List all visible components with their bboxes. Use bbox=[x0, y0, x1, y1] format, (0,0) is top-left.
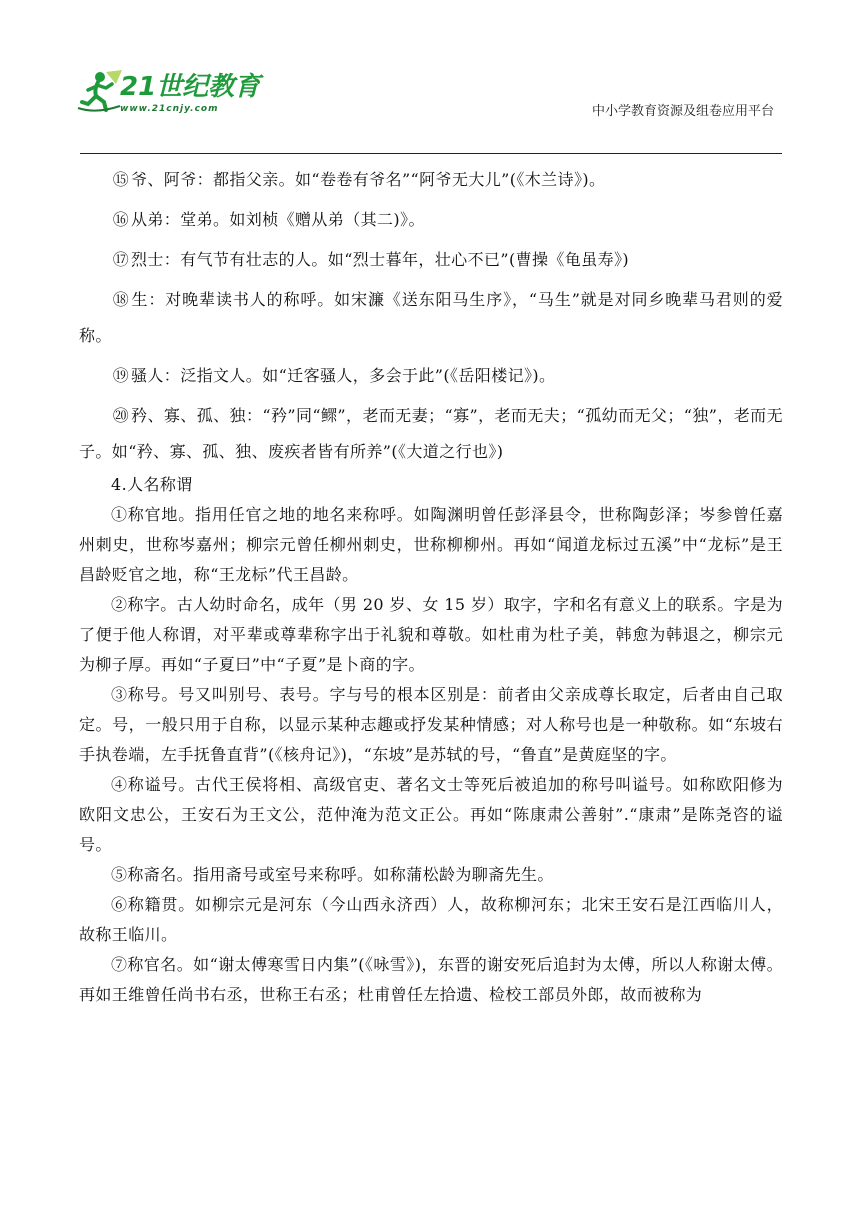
paragraph-text: ③称号。号又叫别号、表号。字与号的根本区别是：前者由父亲成尊长取定，后者由自己取定。号，一般只用于自称，以显示某种志趣或抒发某种情感；对人称号也是一种敬称。如“东坡右手执卷端，左手抚鲁直背”(《核舟记》)，“东坡”是苏轼的号，“鲁直”是黄庭坚的字。 bbox=[79, 685, 783, 764]
paragraph-text: ⑦称官名。如“谢太傅寒雪日内集”(《咏雪》)，东晋的谢安死后追封为太傅，所以人称谢太傅。再如王维曾任尚书右丞，世称王右丞；杜甫曾任左拾遗、检校工部员外郎，故而被称为 bbox=[79, 955, 783, 1004]
section-heading-text: 4.人名称谓 bbox=[111, 475, 193, 494]
paragraph-text: ⑤称斋名。指用斋号或室号来称呼。如称蒲松龄为聊斋先生。 bbox=[111, 865, 554, 884]
paragraph-text: 烈士：有气节有壮志的人。如“烈士暮年，壮心不已”(曹操《龟虽寿》) bbox=[131, 250, 630, 269]
paragraph-text: 生：对晚辈读书人的称呼。如宋濂《送东阳马生序》，“马生”就是对同乡晚辈马君则的爱称。 bbox=[79, 290, 783, 345]
paragraph-text: 从弟：堂弟。如刘桢《赠从弟（其二)》。 bbox=[131, 210, 425, 229]
paragraph-studio-name bbox=[79, 860, 783, 890]
logo bbox=[76, 66, 276, 122]
logo-text: 21世纪教育 bbox=[120, 72, 261, 102]
circled-number: ⑲ bbox=[112, 366, 130, 385]
header-divider bbox=[80, 153, 782, 154]
paragraph-19 bbox=[79, 358, 783, 394]
paragraph-native-place bbox=[79, 890, 783, 950]
paragraph-15 bbox=[79, 162, 783, 198]
section-heading bbox=[79, 470, 783, 500]
runner-logo-icon bbox=[76, 68, 126, 114]
logo-url: www.21cnjy.com bbox=[120, 104, 219, 114]
paragraph-text: 矜、寡、孤、独：“矜”同“鳏”，老而无妻；“寡”，老而无夫；“孤幼而无父；“独”，老而无子。如“矜、寡、孤、独、废疾者皆有所养”(《大道之行也》) bbox=[79, 406, 783, 461]
paragraph-17 bbox=[79, 242, 783, 278]
document-body bbox=[79, 160, 783, 1010]
paragraph-art-name bbox=[79, 680, 783, 770]
circled-number: ⑮ bbox=[112, 170, 130, 189]
page-header bbox=[0, 0, 860, 160]
paragraph-official-title bbox=[79, 950, 783, 1010]
paragraph-text: ①称官地。指用任官之地的地名来称呼。如陶渊明曾任彭泽县令，世称陶彭泽；岑参曾任嘉州刺史，世称岑嘉州；柳宗元曾任柳州刺史，世称柳柳州。再如“闻道龙标过五溪”中“龙标”是王昌龄贬官之地，称“王龙标”代王昌龄。 bbox=[79, 505, 783, 584]
circled-number: ⑰ bbox=[112, 250, 130, 269]
paragraph-text: ②称字。古人幼时命名，成年（男 20 岁、女 15 岁）取字，字和名有意义上的联系。字是为了便于他人称谓，对平辈或尊辈称字出于礼貌和尊敬。如杜甫为杜子美，韩愈为韩退之，柳宗元为柳子厚。再如“子夏曰”中“子夏”是卜商的字。 bbox=[79, 595, 783, 674]
circled-number: ⑳ bbox=[112, 406, 130, 425]
paragraph-18 bbox=[79, 282, 783, 354]
paragraph-official-place bbox=[79, 500, 783, 590]
paragraph-courtesy-name bbox=[79, 590, 783, 680]
paragraph-text: ④称谥号。古代王侯将相、高级官吏、著名文士等死后被追加的称号叫谥号。如称欧阳修为欧阳文忠公，王安石为王文公，范仲淹为范文正公。再如“陈康肃公善射”.“康肃”是陈尧咨的谥号。 bbox=[79, 775, 783, 854]
paragraph-16 bbox=[79, 202, 783, 238]
paragraph-posthumous-name bbox=[79, 770, 783, 860]
circled-number: ⑱ bbox=[112, 290, 130, 309]
paragraph-text: ⑥称籍贯。如柳宗元是河东（今山西永济西）人，故称柳河东；北宋王安石是江西临川人，故称王临川。 bbox=[79, 895, 783, 944]
platform-title: 中小学教育资源及组卷应用平台 bbox=[591, 104, 774, 119]
paragraph-20 bbox=[79, 398, 783, 470]
circled-number: ⑯ bbox=[112, 210, 130, 229]
paragraph-text: 骚人：泛指文人。如“迁客骚人，多会于此”(《岳阳楼记》)。 bbox=[131, 366, 556, 385]
paragraph-text: 爷、阿爷：都指父亲。如“卷卷有爷名”“阿爷无大儿”(《木兰诗》)。 bbox=[131, 170, 606, 189]
